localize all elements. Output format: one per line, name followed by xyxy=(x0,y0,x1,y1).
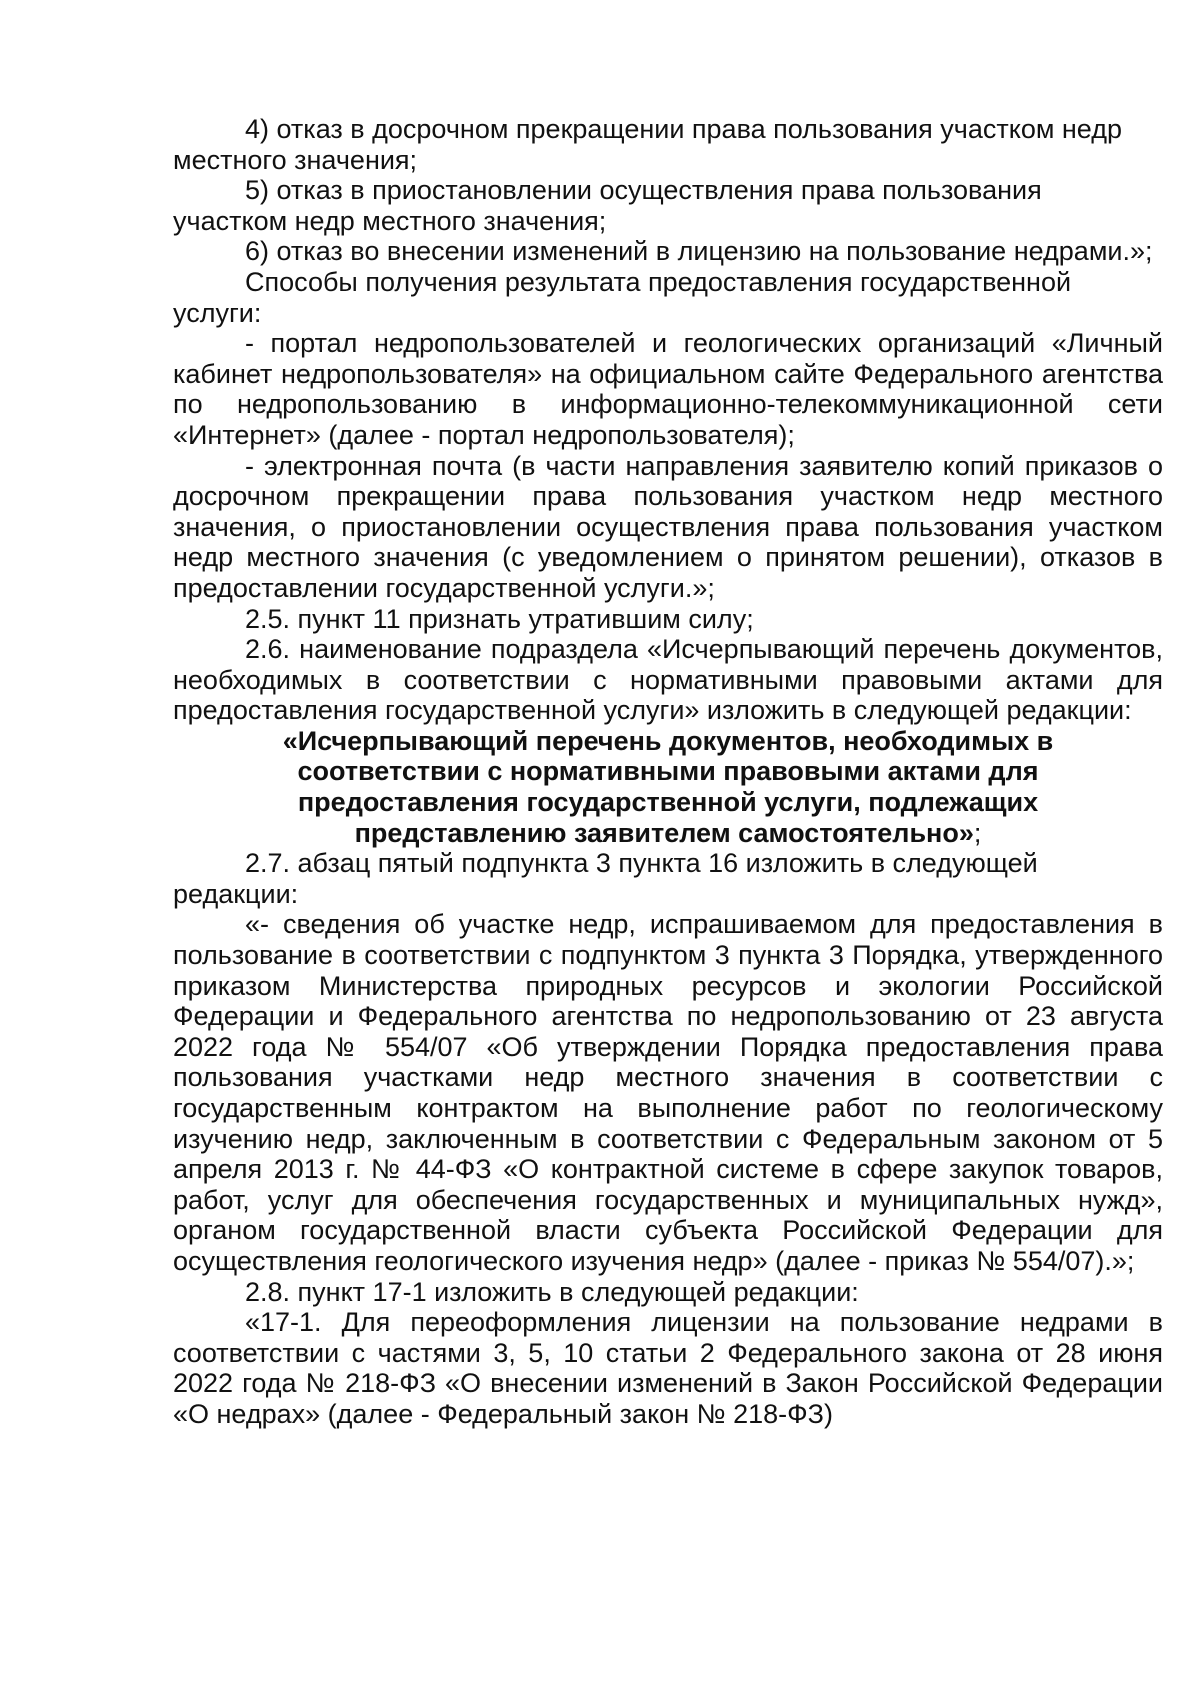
paragraph-2-8: 2.8. пункт 17-1 изложить в следующей редакции: xyxy=(245,1276,859,1307)
paragraph-item-5: 5) отказ в приостановлении осуществления права пользования участком недр местного значения; xyxy=(173,175,1042,236)
paragraph-result-methods: Способы получения результата предоставления государственной услуги: xyxy=(173,266,1072,328)
paragraph-2-6: 2.6. наименование подраздела «Исчерпывающий перечень документов, необходимых в соответствии с нормативными правовыми актами для предоставления государственной услуги» изложить в следующей редакции: xyxy=(173,634,1163,726)
document-body xyxy=(173,114,1163,1430)
section-heading-text: «Исчерпывающий перечень документов, необходимых в соответствии с нормативными правовыми актами для предоставления государственной услуги, подлежащих представлению заявителем самостоятельно» xyxy=(282,725,1054,848)
paragraph-email: - электронная почта (в части направления заявителю копий приказов о досрочном прекращении права пользования участком недр местного значения, о приостановлении осуществления права пользования участком недр местного значения (с уведомлением о принятом решении), отказов в предоставлении государственной услуги.»; xyxy=(173,450,1163,603)
paragraph-item-6: 6) отказ во внесении изменений в лицензию на пользование недрами.»; xyxy=(245,236,1153,267)
section-heading xyxy=(173,726,1163,848)
paragraph-2-7: 2.7. абзац пятый подпункта 3 пункта 16 изложить в следующей редакции: xyxy=(173,848,1038,909)
paragraph-2-5: 2.5. пункт 11 признать утратившим силу; xyxy=(245,603,754,634)
paragraph-item-4: 4) отказ в досрочном прекращении права пользования участком недр местного значения; xyxy=(173,114,1122,175)
paragraph-subsoil-info: «- сведения об участке недр, испрашиваемом для предоставления в пользование в соответствии с подпунктом 3 пункта 3 Порядка, утвержденного приказом Министерства природных ресурсов и экологии Российской Федерации и Федерального агентства по недропользованию от 23 августа 2022 года № 554/07 «Об утверждении Порядка предоставления права пользования участками недр местного значения в соответствии с государственным контрактом на выполнение работ по геологическому изучению недр, заключенным в соответствии с Федеральным законом от 5 апреля 2013 г. № 44-ФЗ «О контрактной системе в сфере закупок товаров, работ, услуг для обеспечения государственных и муниципальных нужд», органом государственной власти субъекта Российской Федерации для осуществления геологического изучения недр» (далее - приказ № 554/07).»; xyxy=(173,909,1163,1276)
paragraph-portal: - портал недропользователей и геологических организаций «Личный кабинет недропользователя» на официальном сайте Федерального агентства по недропользованию в информационно-телекоммуникационной сети «Интернет» (далее - портал недропользователя); xyxy=(173,328,1163,450)
section-heading-suffix: ; xyxy=(973,817,982,848)
paragraph-17-1: «17-1. Для переоформления лицензии на пользование недрами в соответствии с частями 3, 5, 10 статьи 2 Федерального закона от 28 июня 2022 года № 218-ФЗ «О внесении изменений в Закон Российской Федерации «О недрах» (далее - Федеральный закон № 218-ФЗ) xyxy=(173,1307,1163,1429)
